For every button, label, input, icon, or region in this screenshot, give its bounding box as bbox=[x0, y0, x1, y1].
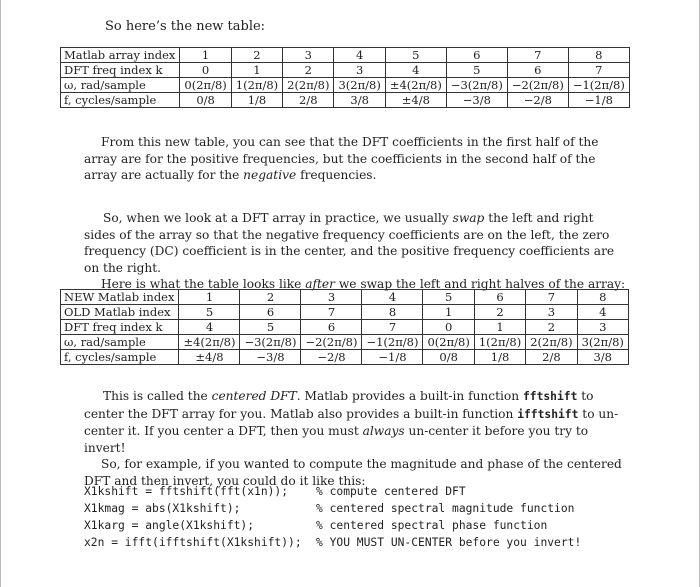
table-cell: −2/8 bbox=[301, 350, 362, 365]
table-row bbox=[61, 335, 629, 350]
code-comment: % centered spectral magnitude function bbox=[316, 502, 575, 515]
table-cell: ±4(2π/8) bbox=[385, 78, 446, 93]
table-row bbox=[61, 93, 630, 108]
code-line bbox=[84, 517, 581, 534]
table-cell: 2(2π/8) bbox=[526, 335, 577, 350]
table-cell: 2 bbox=[231, 48, 282, 63]
table-cell: 6 bbox=[507, 63, 568, 78]
table-cell: 6 bbox=[240, 305, 301, 320]
intro-text: So here’s the new table: bbox=[105, 19, 266, 34]
code-statement: X1kshift = fftshift(fft(x1n)); bbox=[84, 485, 289, 498]
code-line bbox=[84, 500, 581, 517]
table-cell: 0/8 bbox=[423, 350, 474, 365]
table-row bbox=[61, 78, 630, 93]
table-cell: 7 bbox=[362, 320, 423, 335]
table-cell: 2(2π/8) bbox=[283, 78, 334, 93]
table-cell: 1 bbox=[231, 63, 282, 78]
table-row bbox=[61, 320, 629, 335]
table-row bbox=[61, 48, 630, 63]
table-cell: 6 bbox=[474, 290, 525, 305]
table-cell: 3(2π/8) bbox=[334, 78, 385, 93]
table-cell: 1 bbox=[474, 320, 525, 335]
row-header: DFT freq index k bbox=[61, 320, 179, 335]
row-header: ω, rad/sample bbox=[61, 78, 180, 93]
paragraph-half-explanation: From this new table, you can see that the DFT coefficients in the first half of the array are for the positive frequencies, but the coefficients in the second half of the array are actually for the negative frequencies. bbox=[84, 135, 599, 182]
code-statement: X1kmag = abs(X1kshift); bbox=[84, 502, 241, 515]
table-cell: 2 bbox=[240, 290, 301, 305]
table-cell: −3(2π/8) bbox=[240, 335, 301, 350]
table-cell: −2(2π/8) bbox=[507, 78, 568, 93]
table-cell: 1(2π/8) bbox=[231, 78, 282, 93]
code-comment: % centered spectral phase function bbox=[316, 519, 548, 532]
table-cell: 1/8 bbox=[231, 93, 282, 108]
code-line bbox=[84, 483, 581, 500]
table-cell: 3 bbox=[301, 290, 362, 305]
dft-table-original bbox=[60, 47, 630, 108]
table-cell: −3/8 bbox=[240, 350, 301, 365]
table-cell: 3 bbox=[283, 48, 334, 63]
table-cell: 5 bbox=[385, 48, 446, 63]
table-cell: 0(2π/8) bbox=[180, 78, 231, 93]
table-cell: ±4/8 bbox=[385, 93, 446, 108]
table-cell: 4 bbox=[179, 320, 240, 335]
row-header: f, cycles/sample bbox=[61, 93, 180, 108]
table-cell: 2/8 bbox=[526, 350, 577, 365]
table-cell: ±4/8 bbox=[179, 350, 240, 365]
table-cell: 0 bbox=[180, 63, 231, 78]
table-cell: 1/8 bbox=[474, 350, 525, 365]
table-cell: 0 bbox=[423, 320, 474, 335]
code-line bbox=[84, 534, 581, 551]
table-cell: 8 bbox=[568, 48, 629, 63]
table-cell: −3(2π/8) bbox=[446, 78, 507, 93]
table-row bbox=[61, 305, 629, 320]
table-cell: 7 bbox=[507, 48, 568, 63]
table-cell: 5 bbox=[240, 320, 301, 335]
table-cell: −1(2π/8) bbox=[362, 335, 423, 350]
dft-table-centered bbox=[60, 289, 629, 365]
code-comment: % compute centered DFT bbox=[316, 485, 466, 498]
table-cell: −1(2π/8) bbox=[568, 78, 629, 93]
table-cell: 3/8 bbox=[577, 350, 628, 365]
table-cell: 2 bbox=[526, 320, 577, 335]
table-cell: −3/8 bbox=[446, 93, 507, 108]
table-cell: −1/8 bbox=[362, 350, 423, 365]
table-cell: 2 bbox=[283, 63, 334, 78]
paragraph-centered-dft: This is called the centered DFT. Matlab provides a built-in function fftshift to center the DFT array for you. Matlab also provides a built-in function ifftshift to un-center it. If you center a DFT, then you must always un-center it before you try to invert! So, for example, if you wanted to compute the magnitude and phase of the centered DFT and then invert, you could do it like this: bbox=[84, 389, 622, 488]
table-cell: 6 bbox=[301, 320, 362, 335]
table-cell: −2(2π/8) bbox=[301, 335, 362, 350]
table-cell: 1 bbox=[179, 290, 240, 305]
table-cell: 7 bbox=[526, 290, 577, 305]
table-cell: 1(2π/8) bbox=[474, 335, 525, 350]
table-cell: 8 bbox=[362, 305, 423, 320]
table-row bbox=[61, 350, 629, 365]
row-header: OLD Matlab index bbox=[61, 305, 179, 320]
table-cell: 3 bbox=[334, 63, 385, 78]
page-left-border bbox=[0, 0, 1, 587]
matlab-code-block bbox=[84, 483, 581, 551]
table-cell: 4 bbox=[577, 305, 628, 320]
table-row bbox=[61, 63, 630, 78]
table-cell: 3 bbox=[577, 320, 628, 335]
table-cell: 3(2π/8) bbox=[577, 335, 628, 350]
table-cell: 0(2π/8) bbox=[423, 335, 474, 350]
table-cell: 5 bbox=[446, 63, 507, 78]
table-cell: −2/8 bbox=[507, 93, 568, 108]
paragraph-swap-explanation: So, when we look at a DFT array in practice, we usually swap the left and right sides of the array so that the negative frequency coefficients are on the left, the zero frequency (DC) coefficient is in the center, and the positive frequency coefficients are on the right. Here is what the table looks like after we swap the left and right halves of the array: bbox=[84, 211, 626, 291]
table-cell: 2/8 bbox=[283, 93, 334, 108]
table-cell: 3/8 bbox=[334, 93, 385, 108]
table-row bbox=[61, 290, 629, 305]
table-cell: 2 bbox=[474, 305, 525, 320]
table-cell: 1 bbox=[180, 48, 231, 63]
table-cell: ±4(2π/8) bbox=[179, 335, 240, 350]
code-statement: x2n = ifft(ifftshift(X1kshift)); bbox=[84, 536, 302, 549]
row-header: f, cycles/sample bbox=[61, 350, 179, 365]
code-comment: % YOU MUST UN-CENTER before you invert! bbox=[316, 536, 582, 549]
row-header: ω, rad/sample bbox=[61, 335, 179, 350]
table-cell: 4 bbox=[334, 48, 385, 63]
table-cell: 0/8 bbox=[180, 93, 231, 108]
row-header: DFT freq index k bbox=[61, 63, 180, 78]
row-header: Matlab array index bbox=[61, 48, 180, 63]
table-cell: 7 bbox=[301, 305, 362, 320]
table-cell: 4 bbox=[385, 63, 446, 78]
table-cell: 5 bbox=[423, 290, 474, 305]
table-cell: 3 bbox=[526, 305, 577, 320]
table-cell: 4 bbox=[362, 290, 423, 305]
table-cell: 5 bbox=[179, 305, 240, 320]
table-cell: 7 bbox=[568, 63, 629, 78]
table-cell: 6 bbox=[446, 48, 507, 63]
table-cell: 1 bbox=[423, 305, 474, 320]
table-cell: 8 bbox=[577, 290, 628, 305]
code-statement: X1karg = angle(X1kshift); bbox=[84, 519, 255, 532]
table-cell: −1/8 bbox=[568, 93, 629, 108]
row-header: NEW Matlab index bbox=[61, 290, 179, 305]
